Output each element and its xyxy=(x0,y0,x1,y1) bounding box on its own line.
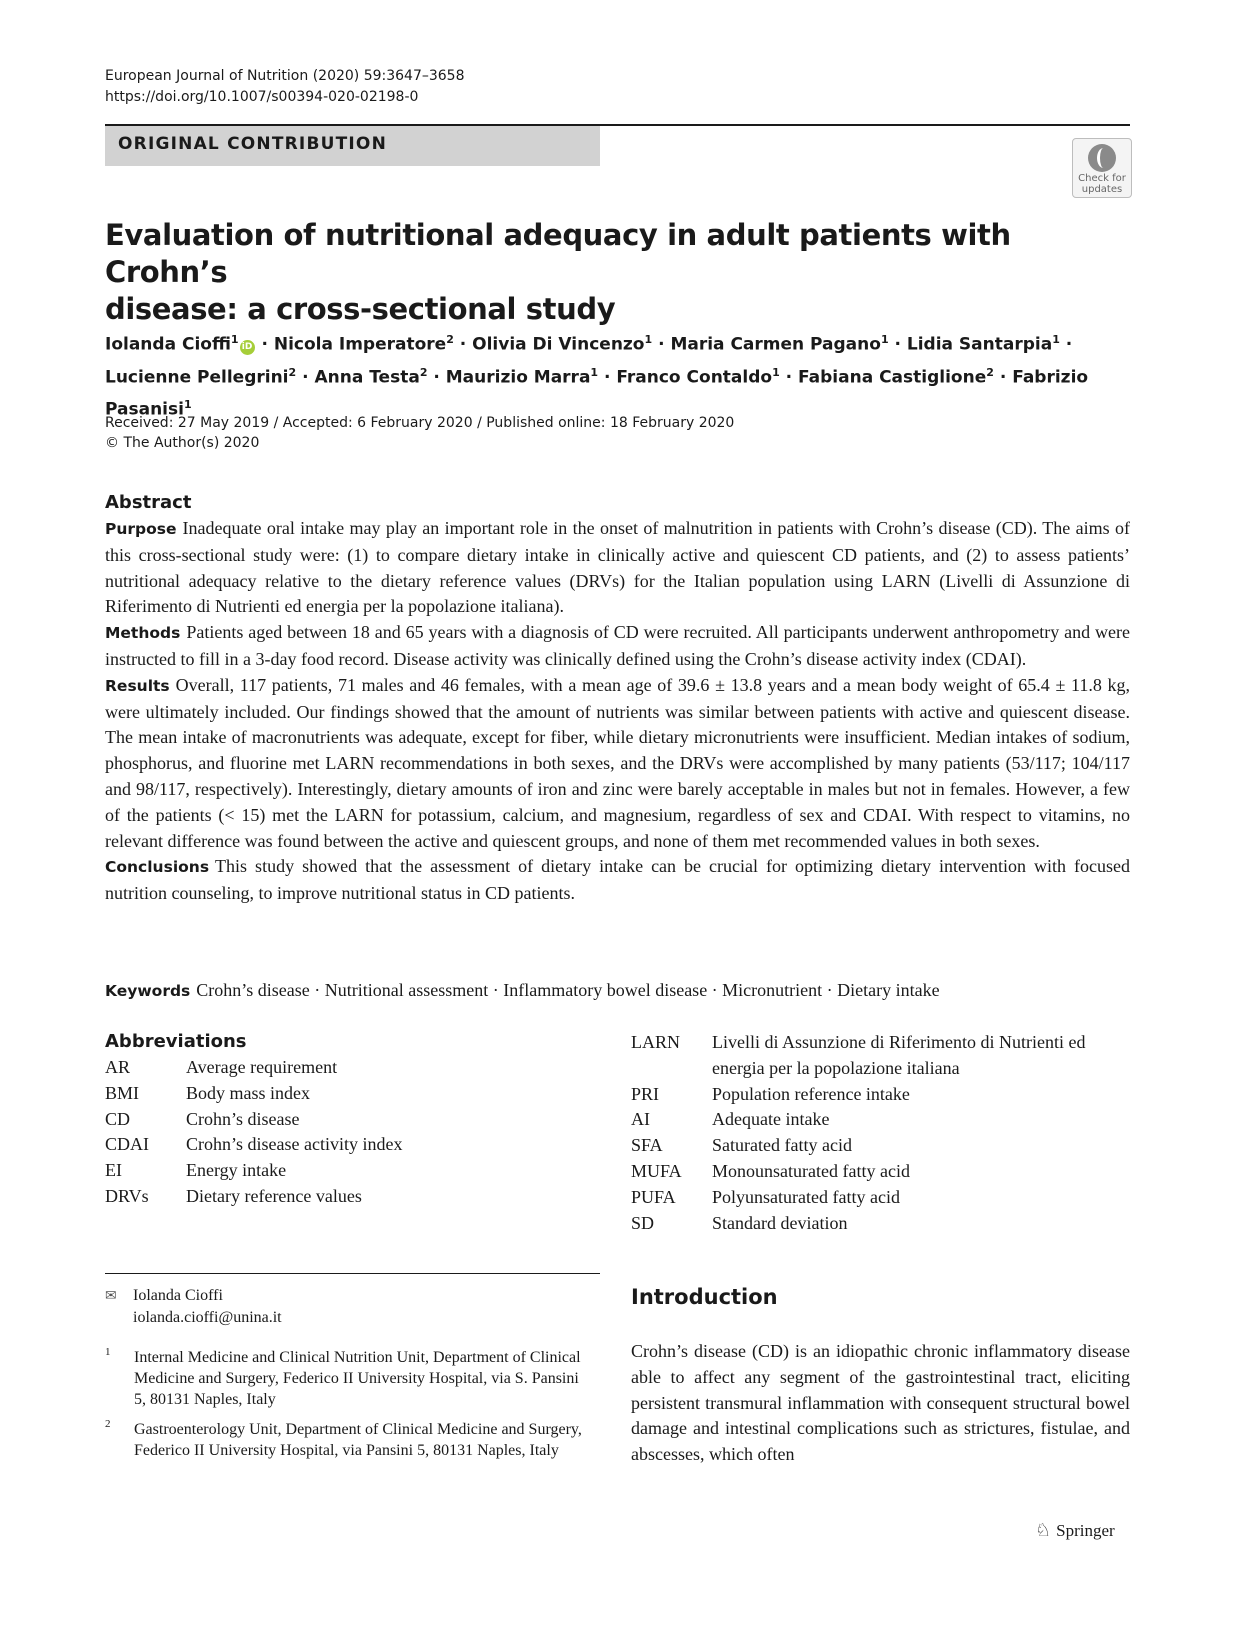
abbreviation-definition: Body mass index xyxy=(186,1082,310,1103)
author-affiliation-marker: 1 xyxy=(644,333,653,346)
keywords-label: Keywords xyxy=(105,982,191,1000)
author-separator: · xyxy=(1059,334,1073,355)
abbreviation-row xyxy=(105,1107,595,1133)
abbreviation-term: PRI xyxy=(631,1083,660,1104)
abbreviation-term: SD xyxy=(631,1212,655,1233)
header-rule xyxy=(600,124,1130,126)
abbreviation-definition: Livelli di Assunzione di Riferimento di Nutrienti ed energia per la popolazione italiana xyxy=(712,1032,1086,1078)
author-separator: · xyxy=(453,334,473,355)
abbreviation-term: AI xyxy=(631,1109,650,1130)
affiliation-2: Gastroenterology Unit, Department of Clinical Medicine and Surgery, Federico II University Hospital, via Pansini 5, 80131 Naples, Italy xyxy=(134,1421,582,1459)
publisher-logo xyxy=(1035,1520,1115,1541)
abbreviation-row xyxy=(105,1055,595,1081)
abstract-results: Results Overall, 117 patients, 71 males and 46 females, with a mean age of 39.6 ± 13.8 years and a mean body weight of 65.4 ± 11.8 kg, were ultimately included. Our findings showed that the amount of nutrients was similar between patients with active and quiescent disease. The mean intake of macronutrients was adequate, except for fiber, while dietary micronutrients were insufficient. Median intakes of sodium, phosphorus, and fluorine met LARN recommendations in both sexes, and the DRVs were accomplished by many patients (53/117; 104/117 and 98/117, respectively). Interestingly, dietary amounts of iron and zinc were barely acceptable in males but not in females. However, a few of the patients (< 15) met the LARN for potassium, calcium, and magnesium, regardless of sex and CDAI. With respect to vitamins, no relevant difference was found between the active and quiescent groups, and none of them met recommended values in both sexes. xyxy=(105,674,1130,851)
abbreviation-definition: Dietary reference values xyxy=(186,1185,362,1206)
abbreviation-term: CD xyxy=(105,1108,131,1129)
abbreviation-definition: Energy intake xyxy=(186,1160,287,1181)
abbreviations-heading: Abbreviations xyxy=(105,1031,247,1052)
abbreviation-term: BMI xyxy=(105,1082,140,1103)
abbreviation-term: EI xyxy=(105,1160,122,1181)
abstract-methods: Methods Patients aged between 18 and 65 years with a diagnosis of CD were recruited. All participants underwent anthropometry and were instructed to fill in a 3-day food record. Disease activity was clinically defined using the Crohn’s disease activity index (CDAI). xyxy=(105,622,1130,669)
abbreviation-term: PUFA xyxy=(631,1186,676,1207)
abbreviation-definition: Monounsaturated fatty acid xyxy=(712,1160,910,1181)
doi-link[interactable]: https://doi.org/10.1007/s00394-020-02198-0 xyxy=(105,89,419,105)
abbreviation-definition: Population reference intake xyxy=(712,1083,910,1104)
affiliation-1-number: 1 xyxy=(105,1346,111,1358)
author-separator: · xyxy=(779,367,799,388)
check-updates-icon xyxy=(1088,144,1116,172)
author[interactable]: Fabiana Castiglione xyxy=(798,367,987,388)
abbreviation-definition: Crohn’s disease activity index xyxy=(186,1134,403,1155)
abbreviations-right xyxy=(631,1030,1131,1236)
abstract-heading: Abstract xyxy=(105,492,192,513)
author-separator: · xyxy=(296,367,315,388)
abbreviation-term: DRVs xyxy=(105,1185,149,1206)
corresponding-name: Iolanda Cioffi xyxy=(133,1287,223,1304)
author[interactable]: Fabrizio Pasanisi xyxy=(105,367,1089,420)
affiliation-1: Internal Medicine and Clinical Nutrition Unit, Department of Clinical Medicine and Surgery, Federico II University Hospital, via S. Pansini 5, 80131 Naples, Italy xyxy=(134,1349,581,1408)
author[interactable]: Iolanda Cioffi xyxy=(105,334,231,355)
abbreviation-term: MUFA xyxy=(631,1160,682,1181)
author-list xyxy=(105,326,1135,424)
author-affiliation-marker: 2 xyxy=(288,365,297,379)
springer-horse-icon: ♘ xyxy=(1035,1520,1052,1541)
keywords xyxy=(105,978,1130,1004)
author[interactable]: Lidia Santarpia xyxy=(906,334,1053,355)
publisher-name: Springer xyxy=(1056,1521,1115,1540)
author-separator: · xyxy=(652,334,671,355)
author-affiliation-marker: 1 xyxy=(880,333,889,346)
abbreviation-row xyxy=(631,1159,1131,1185)
abbreviation-definition: Saturated fatty acid xyxy=(712,1135,852,1156)
abbreviation-term: LARN xyxy=(631,1032,680,1052)
orcid-icon[interactable]: iD xyxy=(240,340,255,355)
author-affiliation-marker: 2 xyxy=(446,333,454,346)
author-affiliation-marker: 1 xyxy=(183,398,192,412)
author-separator: · xyxy=(255,334,274,355)
abbreviation-row xyxy=(105,1132,595,1158)
abbreviation-row xyxy=(105,1184,595,1210)
abbreviation-definition: Adequate intake xyxy=(712,1109,830,1130)
author-separator: · xyxy=(888,334,907,355)
abbreviation-definition: Crohn’s disease xyxy=(186,1108,300,1129)
journal-citation xyxy=(105,66,465,108)
author[interactable]: Nicola Imperatore xyxy=(273,334,447,355)
author[interactable]: Franco Contaldo xyxy=(616,367,773,388)
author-affiliation-marker: 2 xyxy=(419,365,428,379)
corresponding-author xyxy=(105,1285,282,1329)
author-separator: · xyxy=(598,367,617,388)
author[interactable]: Maurizio Marra xyxy=(445,367,591,388)
author-affiliation-marker: 2 xyxy=(986,365,994,379)
abbreviation-definition: Average requirement xyxy=(186,1057,338,1077)
abbreviation-term: AR xyxy=(105,1057,131,1077)
abbreviation-term: CDAI xyxy=(105,1134,149,1155)
author[interactable]: Lucienne Pellegrini xyxy=(105,367,289,388)
author[interactable]: Anna Testa xyxy=(314,367,420,388)
article-dates xyxy=(105,413,734,453)
author-separator: · xyxy=(993,367,1013,388)
keywords-text: Crohn’s disease · Nutritional assessment · Inflammatory bowel disease · Micronutrient · Dietary intake xyxy=(196,980,940,1000)
author-affiliation-marker: 1 xyxy=(1052,333,1060,346)
abstract-purpose: Purpose Inadequate oral intake may play an important role in the onset of malnutrition in patients with Crohn’s disease (CD). The aims of this cross-sectional study were: (1) to compare dietary intake in clinically active and quiescent CD patients, and (2) to assess patients’ nutritional adequacy relative to the dietary reference values (DRVs) for the Italian population using LARN (Livelli di Assunzione di Riferimento di Nutrienti ed energia per la popolazione italiana). xyxy=(105,518,1130,617)
article-title: Evaluation of nutritional adequacy in adult patients with Crohn’s disease: a cross-sectional study xyxy=(105,218,1011,326)
author[interactable]: Olivia Di Vincenzo xyxy=(472,334,645,355)
history-dates: Received: 27 May 2019 / Accepted: 6 February 2020 / Published online: 18 February 2020 xyxy=(105,415,735,431)
abbreviation-definition: Standard deviation xyxy=(712,1212,848,1233)
abbreviation-row xyxy=(631,1107,1131,1133)
author-separator: · xyxy=(427,367,446,388)
abbreviation-row xyxy=(631,1211,1131,1237)
footnote-rule xyxy=(105,1273,600,1274)
abstract-conclusions: Conclusions This study showed that the assessment of dietary intake can be crucial for optimizing dietary intervention with focused nutrition counseling, to improve nutritional status in CD patients. xyxy=(105,856,1130,904)
abstract-body xyxy=(105,516,1130,907)
abbreviation-row xyxy=(631,1030,1131,1082)
abbreviations-left xyxy=(105,1055,595,1210)
abbreviation-term: SFA xyxy=(631,1135,663,1156)
check-for-updates-badge[interactable]: Check for updates xyxy=(1072,138,1132,198)
author-affiliation-marker: 1 xyxy=(590,365,599,379)
author-affiliation-marker: 1 xyxy=(772,365,780,379)
envelope-icon: ✉ xyxy=(105,1288,117,1304)
abbreviation-row xyxy=(631,1082,1131,1108)
author-affiliation-marker: 1 xyxy=(230,333,239,346)
abbreviation-definition: Polyunsaturated fatty acid xyxy=(712,1186,900,1207)
abbreviation-row xyxy=(631,1133,1131,1159)
abbreviation-row xyxy=(631,1185,1131,1211)
journal-line: European Journal of Nutrition (2020) 59:3647–3658 xyxy=(105,68,465,84)
introduction-text: Crohn’s disease (CD) is an idiopathic chronic inflammatory disease able to affect any segment of the gastrointestinal tract, eliciting persistent transmural inflammation with consequent structural bowel damage and intestinal complications such as strictures, fistulae, and abscesses, which often xyxy=(631,1341,1130,1465)
introduction-heading: Introduction xyxy=(631,1285,778,1309)
abbreviation-row xyxy=(105,1081,595,1107)
abbreviation-row xyxy=(105,1158,595,1184)
affiliation-2-number: 2 xyxy=(105,1418,111,1430)
section-label: ORIGINAL CONTRIBUTION xyxy=(118,134,388,154)
copyright: © The Author(s) 2020 xyxy=(105,435,260,451)
corresponding-email[interactable]: iolanda.cioffi@unina.it xyxy=(133,1309,282,1326)
author[interactable]: Maria Carmen Pagano xyxy=(670,334,881,355)
